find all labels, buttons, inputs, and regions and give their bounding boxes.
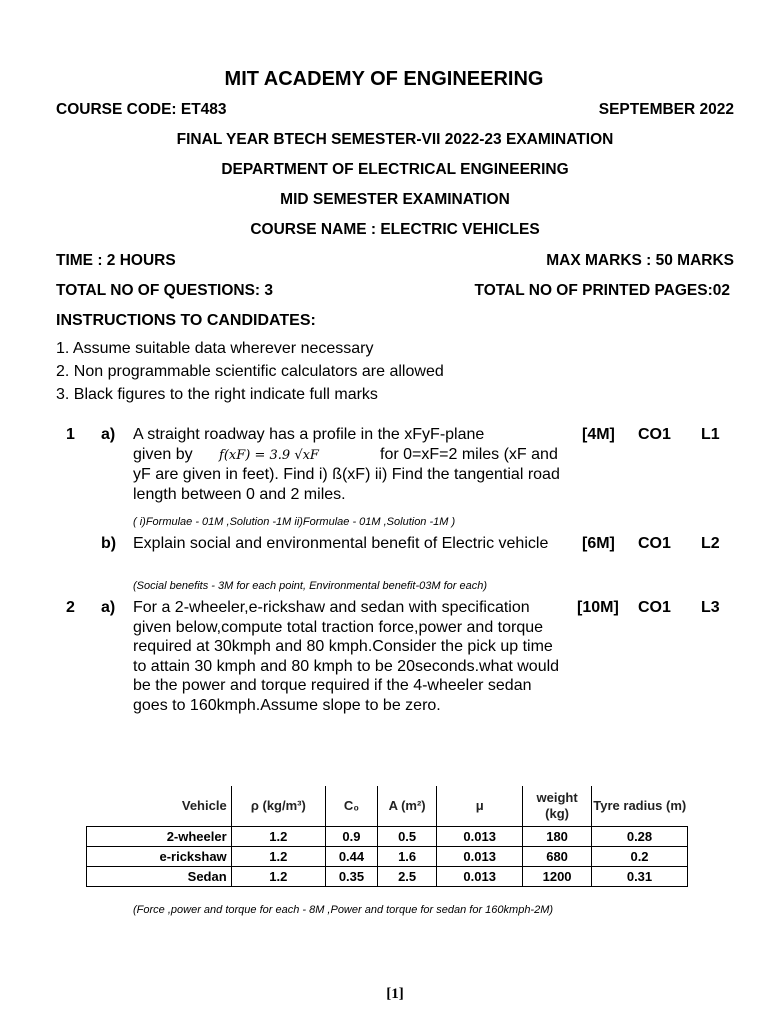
exam-type: MID SEMESTER EXAMINATION bbox=[280, 191, 510, 208]
course-outcome: CO1 bbox=[638, 599, 671, 616]
instruction-item: 2. Non programmable scientific calculators are allowed bbox=[56, 363, 444, 380]
table-cell: 1.2 bbox=[231, 867, 325, 887]
table-cell: 180 bbox=[523, 827, 592, 847]
table-row bbox=[87, 847, 688, 867]
table-cell: 1.2 bbox=[231, 827, 325, 847]
question-1a-given: given by bbox=[133, 445, 193, 463]
exam-time: TIME : 2 HOURS bbox=[56, 252, 176, 269]
question-part-label: a) bbox=[101, 599, 116, 616]
marks: [4M] bbox=[582, 426, 615, 443]
table-cell: 0.28 bbox=[592, 827, 688, 847]
question-part-label: b) bbox=[101, 535, 117, 552]
vehicle-spec-table bbox=[86, 786, 688, 887]
table-cell: 0.013 bbox=[437, 867, 523, 887]
table-cell: e-rickshaw bbox=[87, 847, 232, 867]
table-header-row bbox=[87, 786, 688, 827]
column-header: Vehicle bbox=[87, 786, 232, 827]
road-profile-formula: f(xF) = 3.9 √xF bbox=[219, 447, 319, 463]
table-cell: 0.35 bbox=[326, 867, 378, 887]
bloom-level: L1 bbox=[701, 426, 720, 443]
table-cell: Sedan bbox=[87, 867, 232, 887]
question-1a-line1: A straight roadway has a profile in the xFyF-plane bbox=[133, 426, 485, 443]
question-1a-text bbox=[133, 425, 573, 504]
course-name: COURSE NAME : ELECTRIC VEHICLES bbox=[250, 221, 540, 238]
question-1a-rest: yF are given in feet). Find i) ß(xF) ii) Find the tangential road length between 0 and 2 miles. bbox=[133, 466, 560, 503]
instruction-item: 3. Black figures to the right indicate full marks bbox=[56, 386, 378, 403]
table-cell: 1200 bbox=[523, 867, 592, 887]
instructions-heading: INSTRUCTIONS TO CANDIDATES: bbox=[56, 312, 316, 329]
department: DEPARTMENT OF ELECTRICAL ENGINEERING bbox=[221, 161, 569, 178]
marks: [10M] bbox=[577, 599, 619, 616]
page-number: [1] bbox=[386, 986, 404, 1002]
column-header: μ bbox=[437, 786, 523, 827]
question-1a-range: for 0=xF=2 miles (xF and bbox=[380, 445, 558, 463]
table-cell: 0.31 bbox=[592, 867, 688, 887]
exam-date: SEPTEMBER 2022 bbox=[598, 101, 734, 118]
table-cell: 0.44 bbox=[326, 847, 378, 867]
printed-pages: TOTAL NO OF PRINTED PAGES:02 bbox=[474, 282, 730, 299]
table-cell: 0.9 bbox=[326, 827, 378, 847]
table-cell: 2.5 bbox=[377, 867, 436, 887]
question-number: 2 bbox=[66, 599, 75, 616]
instruction-item: 1. Assume suitable data wherever necessary bbox=[56, 340, 374, 357]
column-header: ρ (kg/m³) bbox=[231, 786, 325, 827]
marking-scheme: ( i)Formulae - 01M ,Solution -1M ii)Formulae - 01M ,Solution -1M ) bbox=[133, 516, 456, 528]
course-code: COURSE CODE: ET483 bbox=[56, 101, 227, 118]
table-cell: 0.2 bbox=[592, 847, 688, 867]
max-marks: MAX MARKS : 50 MARKS bbox=[546, 252, 734, 269]
institute-title: MIT ACADEMY OF ENGINEERING bbox=[224, 68, 544, 90]
bloom-level: L2 bbox=[701, 535, 720, 552]
column-header: Tyre radius (m) bbox=[592, 786, 688, 827]
table-cell: 0.5 bbox=[377, 827, 436, 847]
column-header: C₀ bbox=[326, 786, 378, 827]
course-outcome: CO1 bbox=[638, 535, 671, 552]
table-cell: 0.013 bbox=[437, 847, 523, 867]
marks: [6M] bbox=[582, 535, 615, 552]
marking-scheme: (Social benefits - 3M for each point, Environmental benefit-03M for each) bbox=[133, 580, 488, 592]
question-part-label: a) bbox=[101, 426, 116, 443]
question-1b-text: Explain social and environmental benefit of Electric vehicle bbox=[133, 535, 549, 552]
table-cell: 1.6 bbox=[377, 847, 436, 867]
bloom-level: L3 bbox=[701, 599, 720, 616]
table-cell: 2-wheeler bbox=[87, 827, 232, 847]
course-outcome: CO1 bbox=[638, 426, 671, 443]
column-header: A (m²) bbox=[377, 786, 436, 827]
exam-line: FINAL YEAR BTECH SEMESTER-VII 2022-23 EXAMINATION bbox=[176, 131, 614, 148]
question-2a-text: For a 2-wheeler,e-rickshaw and sedan with specification given below,compute total traction force,power and torque required at 30kmph and 80 kmph.Consider the pick up time to attain 30 kmph and 80 kmph to be 20seconds.what would be the power and torque required if the 4-wheeler sedan goes to 160kmph.Assume slope to be zero. bbox=[133, 599, 560, 714]
question-1a-line2 bbox=[133, 445, 573, 466]
table-cell: 680 bbox=[523, 847, 592, 867]
table-row bbox=[87, 867, 688, 887]
table-cell: 0.013 bbox=[437, 827, 523, 847]
column-header: weight (kg) bbox=[523, 786, 592, 827]
marking-scheme: (Force ,power and torque for each - 8M ,Power and torque for sedan for 160kmph-2M) bbox=[133, 904, 554, 916]
total-questions: TOTAL NO OF QUESTIONS: 3 bbox=[56, 282, 274, 299]
table-cell: 1.2 bbox=[231, 847, 325, 867]
question-number: 1 bbox=[66, 426, 75, 443]
table-row bbox=[87, 827, 688, 847]
